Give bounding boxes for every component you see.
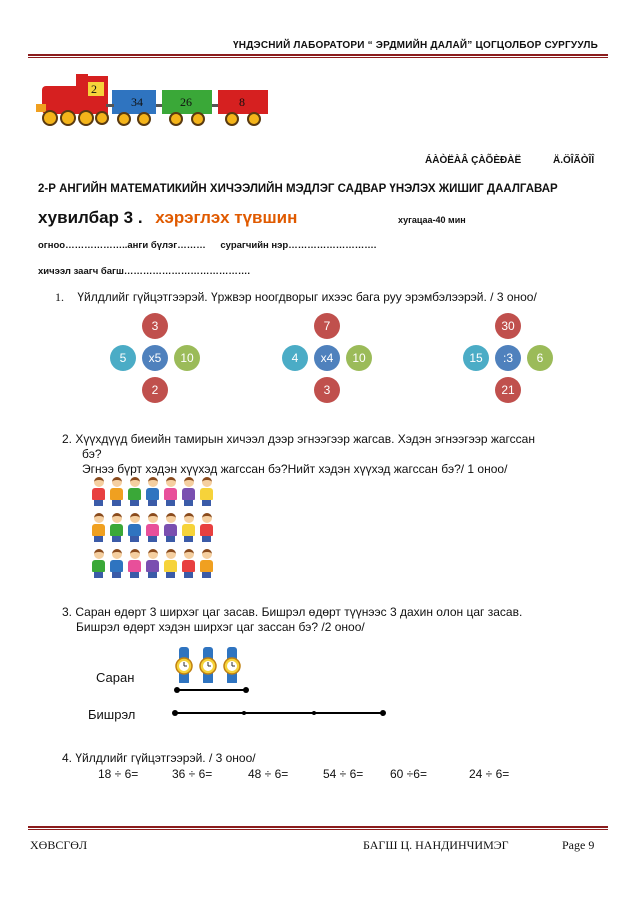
wheel-icon bbox=[43, 111, 57, 125]
variant-level: хэрэглэх түвшин bbox=[155, 208, 298, 227]
center-operator-circle: x4 bbox=[314, 345, 340, 371]
segment-endpoint bbox=[174, 687, 180, 693]
bottom-number-circle: 21 bbox=[495, 377, 521, 403]
bottom-number-circle: 3 bbox=[314, 377, 340, 403]
right-number-circle: 10 bbox=[346, 345, 372, 371]
child-figure bbox=[164, 513, 177, 543]
wagon-number: 26 bbox=[180, 95, 192, 109]
question-3-line2: Бишрэл өдөрт хэдэн ширхэг цаг зассан бэ? /2 оноо/ bbox=[76, 620, 365, 634]
segment-tick bbox=[242, 711, 246, 715]
question-4-line1: 4. Үйлдлийг гүйцэтгээрэй. / 3 оноо/ bbox=[62, 751, 256, 765]
header-rule-thin bbox=[28, 57, 608, 58]
child-figure bbox=[110, 513, 123, 543]
student-info-line bbox=[38, 240, 376, 251]
right-number-circle: 10 bbox=[174, 345, 200, 371]
top-number-circle: 7 bbox=[314, 313, 340, 339]
question-2-line3: Эгнээ бүрт хэдэн хүүхэд жагссан бэ?Нийт хэдэн хүүхэд жагссан бэ?/ 1 оноо/ bbox=[82, 462, 508, 476]
page-number: Page 9 bbox=[562, 838, 595, 852]
wagon-number: 34 bbox=[131, 95, 143, 109]
question-1-number: 1. bbox=[55, 290, 64, 304]
child-figure bbox=[200, 477, 213, 507]
child-figure bbox=[146, 513, 159, 543]
garbled-text-left: ÁÀÒËÀÂ ÇÀÕÈÐÀË bbox=[425, 155, 522, 166]
exercise: 48 ÷ 6= bbox=[248, 767, 289, 781]
right-number-circle: 6 bbox=[527, 345, 553, 371]
footer-teacher: БАГШ Ц. НАНДИНЧИМЭГ bbox=[363, 838, 509, 852]
question-1-text: Үйлдлийг гүйцэтгээрэй. Үржвэр ноогдворыг ихээс бага руу эрэмбэлээрэй. / 3 оноо/ bbox=[77, 290, 537, 304]
left-number-circle: 5 bbox=[110, 345, 136, 371]
exercise: 18 ÷ 6= bbox=[98, 767, 139, 781]
watch-icon bbox=[174, 647, 193, 683]
child-figure bbox=[128, 513, 141, 543]
child-figure bbox=[200, 549, 213, 579]
child-figure bbox=[200, 513, 213, 543]
garbled-text-right: Ä.ÖÎÃÒÎÎ bbox=[553, 155, 595, 166]
variant-heading bbox=[38, 208, 297, 228]
child-figure bbox=[146, 477, 159, 507]
child-figure bbox=[128, 477, 141, 507]
exercise: 60 ÷6= bbox=[390, 767, 427, 781]
center-operator-circle: :3 bbox=[495, 345, 521, 371]
question-3-line1: 3. Саран өдөрт 3 ширхэг цаг засав. Бишрэл өдөрт түүнээс 3 дахин олон цаг засав. bbox=[62, 605, 523, 619]
child-figure bbox=[110, 477, 123, 507]
segment-endpoint bbox=[172, 710, 178, 716]
header-title: ҮНДЭСНИЙ ЛАБОРАТОРИ “ ЭРДМИЙН ДАЛАЙ” ЦОГЦОЛБОР СУРГУУЛЬ bbox=[233, 40, 598, 51]
label-bishrel: Бишрэл bbox=[88, 707, 136, 722]
exercise: 24 ÷ 6= bbox=[469, 767, 510, 781]
segment-endpoint bbox=[243, 687, 249, 693]
date-class-field: огноо………………..анги бүлэг……… bbox=[38, 240, 206, 251]
watch-icon bbox=[222, 647, 241, 683]
question-2-line2: бэ? bbox=[82, 447, 102, 461]
child-figure bbox=[182, 477, 195, 507]
segment-diagram bbox=[170, 683, 390, 723]
child-figure bbox=[146, 549, 159, 579]
segment-endpoint bbox=[380, 710, 386, 716]
child-figure bbox=[92, 513, 105, 543]
footer-location: ХӨВСГӨЛ bbox=[30, 838, 88, 852]
exercise: 36 ÷ 6= bbox=[172, 767, 213, 781]
footer-rule-thin bbox=[28, 829, 608, 830]
child-figure bbox=[128, 549, 141, 579]
child-figure bbox=[182, 513, 195, 543]
child-figure bbox=[164, 477, 177, 507]
top-number-circle: 30 bbox=[495, 313, 521, 339]
child-figure bbox=[110, 549, 123, 579]
question-1 bbox=[55, 290, 537, 305]
train-illustration bbox=[36, 66, 276, 132]
child-figure bbox=[92, 549, 105, 579]
left-number-circle: 15 bbox=[463, 345, 489, 371]
bottom-number-circle: 2 bbox=[142, 377, 168, 403]
teacher-line: хичээл заагч багш…………………………………. bbox=[38, 266, 251, 277]
footer-rule bbox=[28, 826, 608, 828]
engine-number: 2 bbox=[91, 82, 97, 96]
header-rule bbox=[28, 54, 608, 56]
child-figure bbox=[92, 477, 105, 507]
time-limit: хугацаа-40 мин bbox=[398, 215, 466, 225]
question-2-line1: 2. Хүүхдүүд биеийн тамирын хичээл дээр эгнээгээр жагсав. Хэдэн эгнээгээр жагссан bbox=[62, 432, 535, 446]
children-rows-illustration bbox=[92, 477, 220, 582]
watches-illustration bbox=[174, 647, 246, 687]
subject-title: 2-Р АНГИЙН МАТЕМАТИКИЙН ХИЧЭЭЛИЙН МЭДЛЭГ САДВАР ҮНЭЛЭХ ЖИШИГ ДААЛГАВАР bbox=[38, 183, 558, 195]
watch-icon bbox=[198, 647, 217, 683]
left-number-circle: 4 bbox=[282, 345, 308, 371]
top-number-circle: 3 bbox=[142, 313, 168, 339]
exercise: 54 ÷ 6= bbox=[323, 767, 364, 781]
segment-tick bbox=[312, 711, 316, 715]
child-figure bbox=[164, 549, 177, 579]
child-figure bbox=[182, 549, 195, 579]
center-operator-circle: x5 bbox=[142, 345, 168, 371]
variant-label: хувилбар 3 . bbox=[38, 208, 143, 227]
label-saran: Саран bbox=[96, 670, 135, 685]
wagon-number: 8 bbox=[239, 95, 245, 109]
student-name-field: сурагчийн нэр………………………. bbox=[220, 240, 377, 251]
